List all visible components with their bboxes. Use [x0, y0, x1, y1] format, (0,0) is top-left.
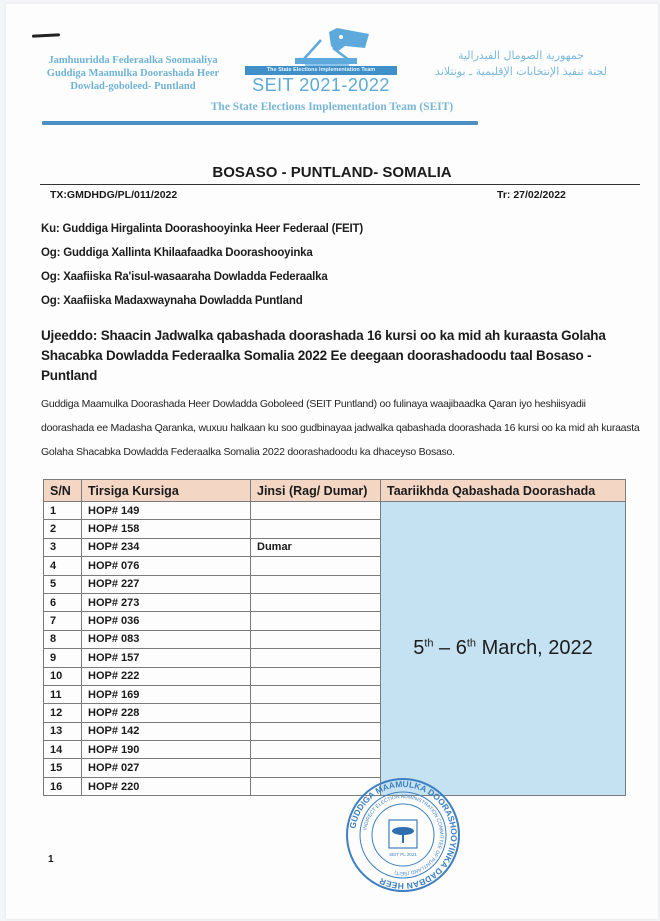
cell-sn: 14: [44, 741, 82, 759]
cell-sn: 12: [44, 704, 82, 722]
date-rest: March, 2022: [476, 637, 593, 660]
location-heading: BOSASO - PUNTLAND- SOMALIA: [212, 164, 452, 181]
addressee-cc: Og: Xaafiiska Madaxwaynaha Dowladda Puntland: [41, 295, 303, 307]
document-page: [6, 4, 658, 919]
table-header-row: [44, 480, 626, 502]
cell-seat: HOP# 027: [82, 759, 251, 777]
cell-gender: [251, 575, 381, 593]
ink-mark: [32, 33, 60, 37]
cell-gender: [251, 759, 381, 777]
cell-gender: [251, 520, 381, 538]
letterhead-line: جمهورية الصومال الفيدرالية: [457, 49, 585, 62]
cell-gender: [251, 685, 381, 703]
cell-seat: HOP# 220: [82, 777, 251, 795]
cell-gender: [251, 630, 381, 648]
date-start-suffix: th: [424, 637, 434, 650]
header-gender: Jinsi (Rag/ Dumar): [251, 480, 381, 502]
letterhead-line: Guddiga Maamulka Doorashada Heer: [46, 68, 220, 79]
letterhead-arabic: [406, 48, 636, 80]
election-date-cell: [381, 502, 626, 796]
official-stamp: [344, 776, 462, 894]
cell-sn: 10: [44, 667, 82, 685]
cell-sn: 5: [44, 575, 82, 593]
cell-gender: [251, 593, 381, 611]
cell-sn: 2: [44, 520, 82, 538]
stamp-center-text: SEIT PL 2021: [389, 852, 417, 857]
cell-sn: 16: [44, 777, 82, 795]
cell-seat: HOP# 149: [82, 502, 251, 520]
cell-sn: 1: [44, 502, 82, 520]
cell-seat: HOP# 083: [82, 630, 251, 648]
cell-sn: 15: [44, 759, 82, 777]
cell-seat: HOP# 142: [82, 722, 251, 740]
reference-number: TX:GMDHDG/PL/011/2022: [50, 189, 178, 201]
header-date: Taariikhda Qabashada Doorashada: [381, 480, 626, 502]
letterhead-line: Dowlad-goboleed- Puntland: [70, 81, 196, 92]
cell-seat: HOP# 190: [82, 741, 251, 759]
letterhead-somali: [28, 54, 238, 93]
cell-sn: 7: [44, 612, 82, 630]
letterhead-divider: [42, 121, 478, 125]
cell-seat: HOP# 227: [82, 575, 251, 593]
stamp-inner-text: INDIRECT ELECTION ADMINISTRATION COMMITTEE OF PUNTLAND (SEIT): [362, 793, 445, 877]
cell-seat: HOP# 169: [82, 685, 251, 703]
cell-sn: 3: [44, 538, 82, 556]
date-end-suffix: th: [466, 637, 477, 650]
cell-gender: [251, 741, 381, 759]
header-seat: Tirsiga Kursiga: [82, 480, 251, 502]
letterhead-line: لجنة تنفيذ الإنتخابات الإقليمية ـ بونتلاند: [435, 65, 607, 78]
cell-sn: 9: [44, 649, 82, 667]
cell-gender: Dumar: [251, 538, 381, 556]
date-separator: –: [433, 637, 456, 660]
stamp-outer-text: GUDDIGA MAAMULKA DOORASHOOYINKA DADBAN HEER: [347, 778, 460, 892]
cell-gender: [251, 557, 381, 575]
letterhead-subtitle: The State Elections Implementation Team (SEIT): [210, 101, 454, 113]
body-paragraph: Guddiga Maamulka Doorashada Heer Dowladda Goboleed (SEIT Puntland) oo fulinaya waajibaadka Qaran iyo heshiisyadii doorashada ee Madasha Qaranka, wuxuu halkaan ku soo gudbinayaa jadwalka qabashada doorashada 16 kursi oo ka mid ah kuraasta Golaha Shacabka Dowladda Federaalka Somalia 2022 doorashadoodu ka dhaceyso Bosaso.: [41, 398, 640, 458]
ballot-box-icon: [241, 26, 401, 68]
letterhead-line: Jamhuuridda Federaalka Soomaaliya: [48, 55, 218, 66]
cell-seat: HOP# 228: [82, 704, 251, 722]
cell-sn: 11: [44, 685, 82, 703]
addressee-to: Ku: Guddiga Hirgalinta Doorashooyinka Heer Federaal (FEIT): [41, 223, 363, 235]
cell-seat: HOP# 157: [82, 649, 251, 667]
addressee-cc: Og: Xaafiiska Ra'isul-wasaaraha Dowladda Federaalka: [41, 271, 328, 283]
cell-seat: HOP# 076: [82, 557, 251, 575]
cell-seat: HOP# 036: [82, 612, 251, 630]
logo-title: SEIT 2021-2022: [252, 75, 390, 95]
cell-gender: [251, 722, 381, 740]
subject-line: Ujeeddo: Shaacin Jadwalka qabashada doorashada 16 kursi oo ka mid ah kuraasta Golaha Shacabka Dowladda Federaalka Somalia 2022 Ee deegaan doorashadoodu taal Bosaso - Puntland: [41, 328, 606, 383]
document-date: Tr: 27/02/2022: [497, 189, 566, 201]
header-sn: S/N: [44, 480, 82, 502]
cell-gender: [251, 502, 381, 520]
cell-seat: HOP# 222: [82, 667, 251, 685]
cell-gender: [251, 704, 381, 722]
heading-divider: [40, 184, 640, 185]
date-end-day: 6: [455, 637, 467, 660]
table-row: [44, 502, 626, 520]
seit-logo: [241, 26, 401, 94]
cell-gender: [251, 612, 381, 630]
cell-seat: HOP# 158: [82, 520, 251, 538]
addressee-cc: Og: Guddiga Xallinta Khilaafaadka Doorashooyinka: [41, 247, 313, 259]
cell-sn: 8: [44, 630, 82, 648]
page-number: 1: [48, 854, 54, 865]
election-schedule-table: [43, 479, 626, 796]
cell-sn: 4: [44, 557, 82, 575]
cell-seat: HOP# 234: [82, 538, 251, 556]
cell-gender: [251, 667, 381, 685]
date-start-day: 5: [413, 637, 425, 660]
cell-sn: 13: [44, 722, 82, 740]
cell-seat: HOP# 273: [82, 593, 251, 611]
cell-gender: [251, 649, 381, 667]
logo-banner: The State Elections Implementation Team: [245, 66, 397, 75]
cell-sn: 6: [44, 593, 82, 611]
